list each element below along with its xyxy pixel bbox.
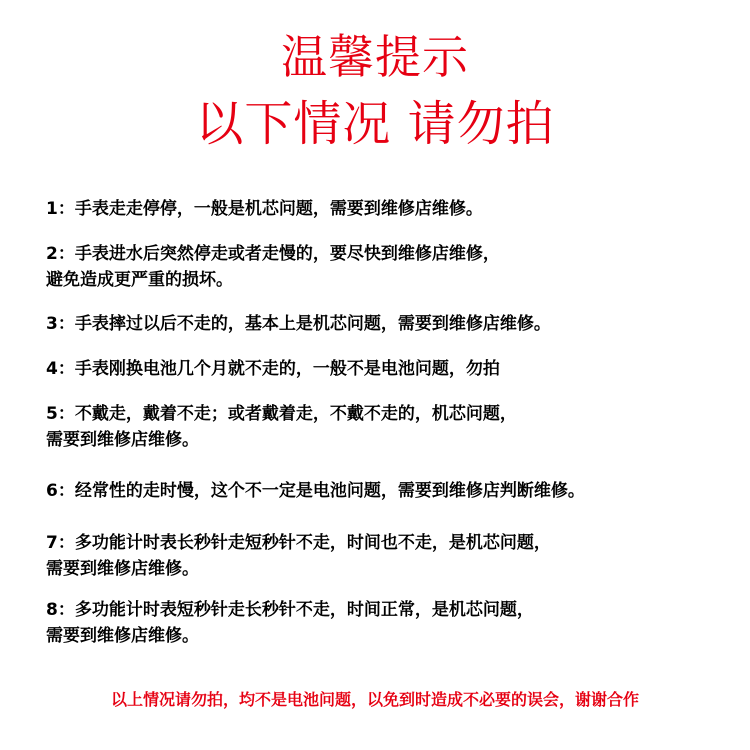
notice-text: 不戴走，戴着不走；或者戴着走，不戴不走的，机芯问题， [74, 404, 517, 424]
notice-item-8 [46, 597, 736, 649]
notice-number: 4： [46, 359, 75, 379]
notice-item-2 [46, 241, 736, 293]
notice-number: 3： [46, 314, 75, 334]
notice-number: 5： [46, 404, 75, 424]
notice-text: 手表刚换电池几个月就不走的，一般不是电池问题，勿拍 [74, 359, 500, 379]
notice-text: 经常性的走时慢，这个不一定是电池问题，需要到维修店判断维修。 [74, 481, 585, 501]
notice-item-5 [46, 401, 736, 453]
notice-number: 6： [46, 481, 75, 501]
notice-text-continued: 避免造成更严重的损坏。 [46, 270, 233, 290]
notice-number: 1： [46, 199, 75, 219]
notice-item-6 [46, 478, 736, 504]
page-subtitle: 以下情况 请勿拍 [195, 96, 555, 152]
notice-text-continued: 需要到维修店维修。 [46, 559, 199, 579]
notice-item-1 [46, 196, 736, 222]
notice-text: 多功能计时表短秒针走长秒针不走，时间正常，是机芯问题， [74, 600, 534, 620]
notice-number: 2： [46, 244, 75, 264]
notice-text: 多功能计时表长秒针走短秒针不走，时间也不走，是机芯问题， [74, 533, 551, 553]
notice-text: 手表摔过以后不走的，基本上是机芯问题，需要到维修店维修。 [74, 314, 551, 334]
notice-number: 7： [46, 533, 75, 553]
notice-text-continued: 需要到维修店维修。 [46, 430, 199, 450]
page-title: 温馨提示 [281, 30, 469, 84]
footer-notice: 以上情况请勿拍，均不是电池问题，以免到时造成不必要的误会，谢谢合作 [110, 690, 639, 709]
notice-text-continued: 需要到维修店维修。 [46, 626, 199, 646]
notice-text: 手表进水后突然停走或者走慢的，要尽快到维修店维修， [74, 244, 500, 264]
notice-number: 8： [46, 600, 75, 620]
notice-item-7 [46, 530, 736, 582]
notice-text: 手表走走停停，一般是机芯问题，需要到维修店维修。 [74, 199, 483, 219]
notice-item-4 [46, 356, 736, 382]
notice-item-3 [46, 311, 736, 337]
